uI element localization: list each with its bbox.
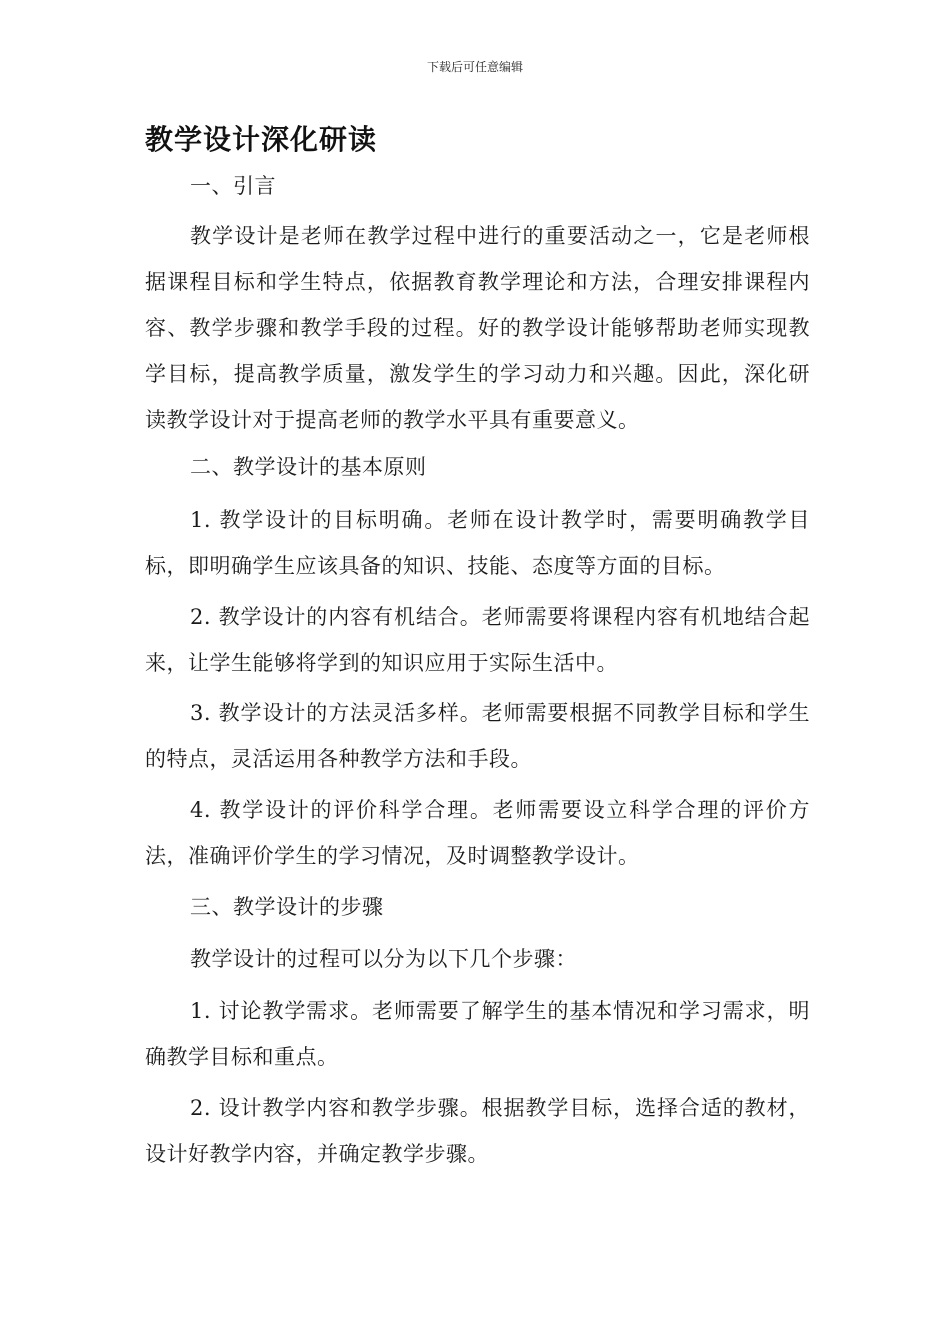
steps-intro: 教学设计的过程可以分为以下几个步骤： — [190, 947, 577, 971]
section-heading-intro: 一、引言 — [190, 174, 276, 198]
section-heading-principles: 二、教学设计的基本原则 — [190, 455, 427, 479]
principle-item-3: 3. 教学设计的方法灵活多样。老师需要根据不同教学目标和学生的特点，灵活运用各种教学方法和手段。 — [145, 701, 810, 771]
document-title: 教学设计深化研读 — [145, 123, 378, 156]
header-note: 下载后可任意编辑 — [426, 60, 523, 74]
intro-paragraph: 教学设计是老师在教学过程中进行的重要活动之一，它是老师根据课程目标和学生特点，依据教育教学理论和方法，合理安排课程内容、教学步骤和教学手段的过程。好的教学设计能够帮助老师实现教学目标，提高教学质量，激发学生的学习动力和兴趣。因此，深化研读教学设计对于提高老师的教学水平具有重要意义。 — [145, 224, 810, 432]
step-item-1: 1. 讨论教学需求。老师需要了解学生的基本情况和学习需求，明确教学目标和重点。 — [145, 999, 810, 1069]
principle-item-4: 4. 教学设计的评价科学合理。老师需要设立科学合理的评价方法，准确评价学生的学习情况，及时调整教学设计。 — [145, 798, 810, 868]
step-item-2: 2. 设计教学内容和教学步骤。根据教学目标，选择合适的教材，设计好教学内容，并确定教学步骤。 — [145, 1096, 810, 1166]
principle-item-2: 2. 教学设计的内容有机结合。老师需要将课程内容有机地结合起来，让学生能够将学到的知识应用于实际生活中。 — [145, 605, 810, 675]
section-heading-steps: 三、教学设计的步骤 — [190, 895, 384, 919]
principle-item-1: 1. 教学设计的目标明确。老师在设计教学时，需要明确教学目标，即明确学生应该具备的知识、技能、态度等方面的目标。 — [145, 508, 810, 578]
